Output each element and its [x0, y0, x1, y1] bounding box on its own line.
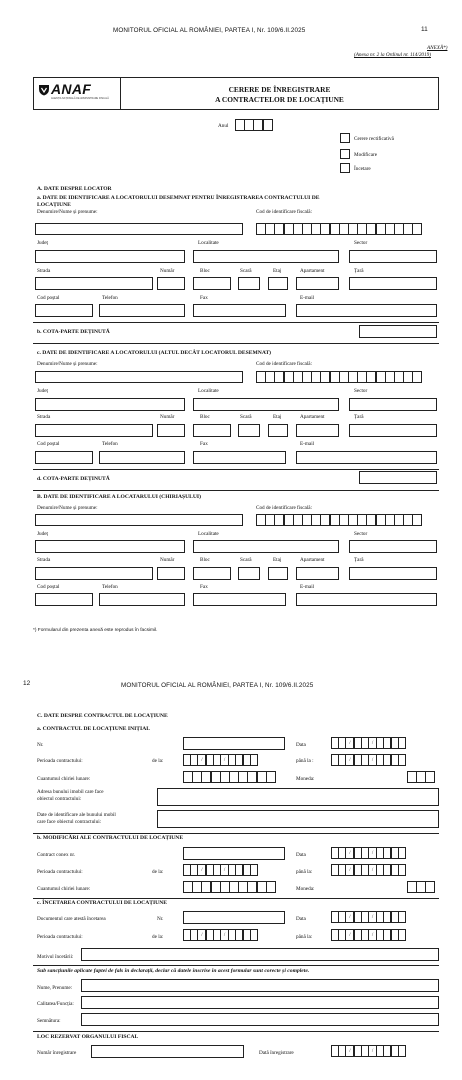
locator-numar-input[interactable]	[157, 277, 185, 290]
label-name: Denumire/Nume și prenume:	[37, 361, 98, 367]
label-telefon: Telefon	[102, 584, 118, 590]
locator-fax-input[interactable]	[193, 304, 286, 317]
label-mobil-2: care face obiectul contractului:	[37, 819, 102, 825]
divider	[33, 343, 439, 344]
label-sector: Sector	[354, 240, 368, 246]
locatar-judet-input[interactable]	[35, 540, 185, 553]
label-sector: Sector	[354, 531, 368, 537]
label-scara: Scară	[240, 557, 252, 563]
label-localitate: Localitate	[198, 531, 219, 537]
label-email: E-mail	[300, 441, 315, 447]
label-cif: Cod de identificare fiscală:	[256, 361, 313, 367]
label-judet: Județ	[37, 388, 48, 394]
label-localitate: Localitate	[198, 388, 219, 394]
label-motivul: Motivul încetării:	[37, 954, 74, 960]
locator-apartament-input[interactable]	[296, 277, 339, 290]
annex-label: ANEXĂ*)	[427, 45, 448, 51]
locator2-email-input[interactable]	[296, 451, 437, 464]
contract-data-input[interactable]: / /	[331, 737, 405, 749]
section-d-title: d. COTA-PARTE DEȚINUTĂ	[37, 476, 110, 482]
label-cod-postal: Cod poștal	[37, 584, 60, 590]
label-moneda: Moneda:	[296, 776, 315, 782]
label-de-la: de la:	[152, 758, 164, 764]
locator-name-input[interactable]	[35, 223, 243, 235]
label-apartament: Apartament	[300, 268, 325, 274]
label-data-inreg: Dată înregistrare	[259, 1050, 294, 1056]
document-nr-input[interactable]	[183, 911, 285, 924]
label-etaj: Etaj	[273, 557, 282, 563]
data-inreg-input[interactable]: / /	[331, 1045, 405, 1057]
locatar-tara-input[interactable]	[349, 567, 437, 580]
perioada-pana-la-input[interactable]: / /	[331, 754, 405, 766]
label-numar: Număr	[160, 414, 175, 420]
locatar-scara-input[interactable]	[238, 567, 260, 580]
locatar-cif-input[interactable]	[256, 514, 422, 526]
anaf-shield-icon	[38, 84, 50, 96]
locator2-sector-input[interactable]	[349, 398, 437, 411]
perioada-de-la-input[interactable]: / /	[183, 754, 257, 766]
moneda-input[interactable]	[407, 771, 435, 783]
label-telefon: Telefon	[102, 441, 118, 447]
locator2-cod-postal-input[interactable]	[35, 451, 93, 464]
label-perioada: Perioada contractului:	[37, 758, 83, 764]
divider	[33, 322, 439, 323]
page-number-2: 12	[23, 680, 31, 687]
label-adresa-1: Adresa bunului imobil care face	[37, 789, 104, 795]
page-header-2: MONITORUL OFICIAL AL ROMÂNIEI, PARTEA I, Nr. 109/6.II.2025	[121, 682, 314, 689]
label-email: E-mail	[300, 295, 315, 301]
divider	[33, 833, 439, 834]
label-apartament: Apartament	[300, 414, 325, 420]
label-data: Data	[296, 916, 306, 922]
locator2-tara-input[interactable]	[349, 424, 437, 437]
locator2-name-input[interactable]	[35, 371, 243, 383]
label-cod-postal: Cod poștal	[37, 441, 60, 447]
section-C-a-title: a. CONTRACTUL DE LOCAȚIUNE INIȚIAL	[37, 726, 150, 732]
locator-telefon-input[interactable]	[99, 304, 185, 317]
label-localitate: Localitate	[198, 240, 219, 246]
label-etaj: Etaj	[273, 268, 282, 274]
label-scara: Scară	[240, 414, 252, 420]
annex-reference: (Anexa nr. 2 la Ordinul nr. 114/2019)	[354, 52, 431, 58]
label-sector: Sector	[354, 388, 368, 394]
locator2-numar-input[interactable]	[157, 424, 185, 437]
divider	[33, 1031, 439, 1032]
locator-bloc-input[interactable]	[193, 277, 231, 290]
cuantum-input[interactable]	[183, 771, 275, 783]
logo-subtext: AGENȚIA NAȚIONALĂ DE ADMINISTRARE FISCALĂ	[51, 97, 109, 100]
label-cod-postal: Cod poștal	[37, 295, 60, 301]
locator2-scara-input[interactable]	[238, 424, 260, 437]
locator-judet-input[interactable]	[35, 250, 185, 263]
locator2-strada-input[interactable]	[35, 424, 153, 437]
label-contract-conex: Contract conex nr.	[37, 852, 76, 858]
locator2-cif-input[interactable]	[256, 371, 422, 383]
label-nr: Nr.	[157, 916, 164, 922]
locatar-telefon-input[interactable]	[99, 593, 185, 606]
label-calitatea: Calitatea/Funcția:	[37, 1001, 74, 1007]
mod-pana-la-input[interactable]: / /	[331, 864, 405, 876]
label-telefon: Telefon	[102, 295, 118, 301]
date-mobil-input[interactable]	[157, 810, 439, 828]
label-strada: Strada	[37, 268, 51, 274]
label-judet: Județ	[37, 240, 48, 246]
locator-cif-input[interactable]	[256, 223, 422, 235]
locator-scara-input[interactable]	[238, 277, 260, 290]
checkbox-incetare[interactable]	[340, 163, 350, 173]
locatar-etaj-input[interactable]	[268, 567, 288, 580]
locatar-strada-input[interactable]	[35, 567, 153, 580]
divider	[33, 469, 439, 470]
locator2-telefon-input[interactable]	[99, 451, 185, 464]
section-C-c-title: c. ÎNCETAREA CONTRACTULUI DE LOCAȚIUNE	[37, 900, 167, 906]
footnote: *) Formularul din prezenta anexă este reprodus în facsimil.	[33, 628, 158, 633]
locator-cod-postal-input[interactable]	[35, 304, 93, 317]
locator2-judet-input[interactable]	[35, 398, 185, 411]
locator-strada-input[interactable]	[35, 277, 153, 290]
label-fax: Fax	[200, 295, 208, 301]
section-a-a-title: a. DATE DE IDENTIFICARE A LOCATORULUI DESEMNAT PENTRU ÎNREGISTRAREA CONTRACTULUI DE	[37, 195, 320, 201]
section-C-b-title: b. MODIFICĂRI ALE CONTRACTULUI DE LOCAȚIUNE	[37, 835, 184, 841]
label-tara: Țară	[354, 268, 364, 274]
locator-localitate-input[interactable]	[193, 250, 339, 263]
label-tara: Țară	[354, 557, 364, 563]
locatar-bloc-input[interactable]	[193, 567, 231, 580]
locator-etaj-input[interactable]	[268, 277, 288, 290]
label-data: Data	[296, 852, 306, 858]
label-pana-la: până la:	[296, 934, 313, 940]
form-title	[120, 85, 439, 104]
label-de-la: de la:	[152, 869, 164, 875]
label-document: Documentul care atestă încetarea	[37, 916, 106, 922]
label-mobil-1: Date de identificare ale bunului mobil	[37, 812, 116, 818]
nume-input[interactable]	[81, 979, 439, 992]
label-adresa-2: obiectul contractului:	[37, 796, 82, 802]
label-numar: Număr	[160, 557, 175, 563]
locatar-numar-input[interactable]	[157, 567, 185, 580]
locator2-apartament-input[interactable]	[296, 424, 339, 437]
label-modificare: Modificare	[354, 152, 378, 158]
section-a-title: A. DATE DESPRE LOCATOR	[37, 186, 112, 192]
locator-tara-input[interactable]	[349, 277, 437, 290]
locatar-sector-input[interactable]	[349, 540, 437, 553]
label-apartament: Apartament	[300, 557, 325, 563]
label-tara: Țară	[354, 414, 364, 420]
calitatea-input[interactable]	[81, 996, 439, 1009]
locator2-fax-input[interactable]	[193, 451, 286, 464]
declaration-text: Sub sancțiunile aplicate faptei de fals în declarații, declar că datele înscrise în acest formular sunt corecte și complete.	[37, 968, 310, 974]
label-cuantum: Cuantumul chiriei lunare:	[37, 776, 91, 782]
label-numar: Număr	[160, 268, 175, 274]
label-cif: Cod de identificare fiscală:	[256, 209, 313, 215]
conex-data-input[interactable]: / /	[331, 847, 405, 859]
label-pana-la: până la :	[296, 758, 314, 764]
locator-sector-input[interactable]	[349, 250, 437, 263]
label-etaj: Etaj	[273, 414, 282, 420]
label-rectificativa: Cerere rectificativă	[354, 136, 394, 142]
checkbox-modificare[interactable]	[340, 149, 350, 159]
label-de-la: de la:	[152, 934, 164, 940]
divider	[33, 490, 439, 491]
locatar-localitate-input[interactable]	[193, 540, 339, 553]
label-fax: Fax	[200, 441, 208, 447]
label-scara: Scară	[240, 268, 252, 274]
loc-rezervat-title: LOC REZERVAT ORGANULUI FISCAL	[37, 1034, 139, 1040]
locator-email-input[interactable]	[296, 304, 437, 317]
label-strada: Strada	[37, 557, 51, 563]
locator2-localitate-input[interactable]	[193, 398, 339, 411]
title-line-1: CERERE DE ÎNREGISTRARE	[228, 85, 331, 94]
motivul-input[interactable]	[81, 948, 439, 961]
inc-de-la-input[interactable]: / /	[183, 929, 257, 941]
logo-text: ANAF	[51, 81, 92, 97]
inc-pana-la-input[interactable]: / /	[331, 929, 405, 941]
label-nr: Nr.	[37, 742, 44, 748]
locator2-bloc-input[interactable]	[193, 424, 231, 437]
semnatura-input[interactable]	[81, 1013, 439, 1026]
label-email: E-mail	[300, 584, 315, 590]
label-cuantum: Cuantumul chiriei lunare:	[37, 886, 91, 892]
title-line-2: A CONTRACTELOR DE LOCAȚIUNE	[215, 94, 344, 104]
label-incetare: Încetare	[354, 166, 371, 172]
section-a-a-title-2: LOCAȚIUNE	[37, 202, 71, 208]
label-judet: Județ	[37, 531, 48, 537]
cota-parte-input-1[interactable]	[359, 325, 437, 338]
locatar-apartament-input[interactable]	[296, 567, 339, 580]
contract-nr-input[interactable]	[183, 737, 285, 750]
label-pana-la: până la:	[296, 869, 313, 875]
numar-inreg-input[interactable]	[91, 1045, 244, 1058]
adresa-imobil-input[interactable]	[157, 788, 439, 806]
mod-cuantum-input[interactable]	[183, 881, 275, 893]
label-name: Denumire/Nume și prenume:	[37, 209, 98, 215]
label-nume: Nume, Prenume:	[37, 985, 73, 991]
year-input[interactable]	[235, 119, 272, 131]
label-perioada: Perioada contractului:	[37, 934, 83, 940]
page-header: MONITORUL OFICIAL AL ROMÂNIEI, PARTEA I, Nr. 109/6.II.2025	[113, 27, 306, 34]
label-bloc: Bloc	[200, 268, 210, 274]
section-b-title: b. COTA-PARTE DEȚINUTĂ	[37, 329, 110, 335]
section-C-title: C. DATE DESPRE CONTRACTUL DE LOCAȚIUNE	[37, 713, 168, 719]
anaf-logo	[38, 82, 116, 104]
page-number: 11	[421, 26, 428, 33]
section-B-title: B. DATE DE IDENTIFICARE A LOCATARULUI (CHIRIAȘULUI)	[37, 494, 201, 500]
year-label: Anul	[218, 123, 229, 129]
divider	[33, 898, 439, 899]
cota-parte-input-2[interactable]	[359, 471, 437, 484]
contract-conex-input[interactable]	[183, 847, 285, 860]
checkbox-rectificativa[interactable]	[340, 133, 350, 143]
section-c-title: c. DATE DE IDENTIFICARE A LOCATORULUI (ALTUL DECÂT LOCATORUL DESEMNAT)	[37, 350, 272, 356]
label-numar-inreg: Număr înregistrare	[37, 1050, 77, 1056]
label-perioada: Perioada contractului:	[37, 869, 83, 875]
label-semnatura: Semnătura:	[37, 1018, 61, 1024]
document-data-input[interactable]: / /	[331, 911, 405, 923]
label-bloc: Bloc	[200, 557, 210, 563]
label-moneda: Moneda:	[296, 886, 315, 892]
label-data: Data	[296, 742, 306, 748]
mod-de-la-input[interactable]: / /	[183, 864, 257, 876]
divider	[33, 965, 439, 966]
locatar-fax-input[interactable]	[193, 593, 286, 606]
label-name: Denumire/Nume și prenume:	[37, 505, 98, 511]
label-strada: Strada	[37, 414, 51, 420]
label-fax: Fax	[200, 584, 208, 590]
label-bloc: Bloc	[200, 414, 210, 420]
locatar-cod-postal-input[interactable]	[35, 593, 93, 606]
locator2-etaj-input[interactable]	[268, 424, 288, 437]
mod-moneda-input[interactable]	[407, 881, 435, 893]
locatar-name-input[interactable]	[35, 514, 243, 526]
locatar-email-input[interactable]	[296, 593, 437, 606]
label-cif: Cod de identificare fiscală:	[256, 505, 313, 511]
